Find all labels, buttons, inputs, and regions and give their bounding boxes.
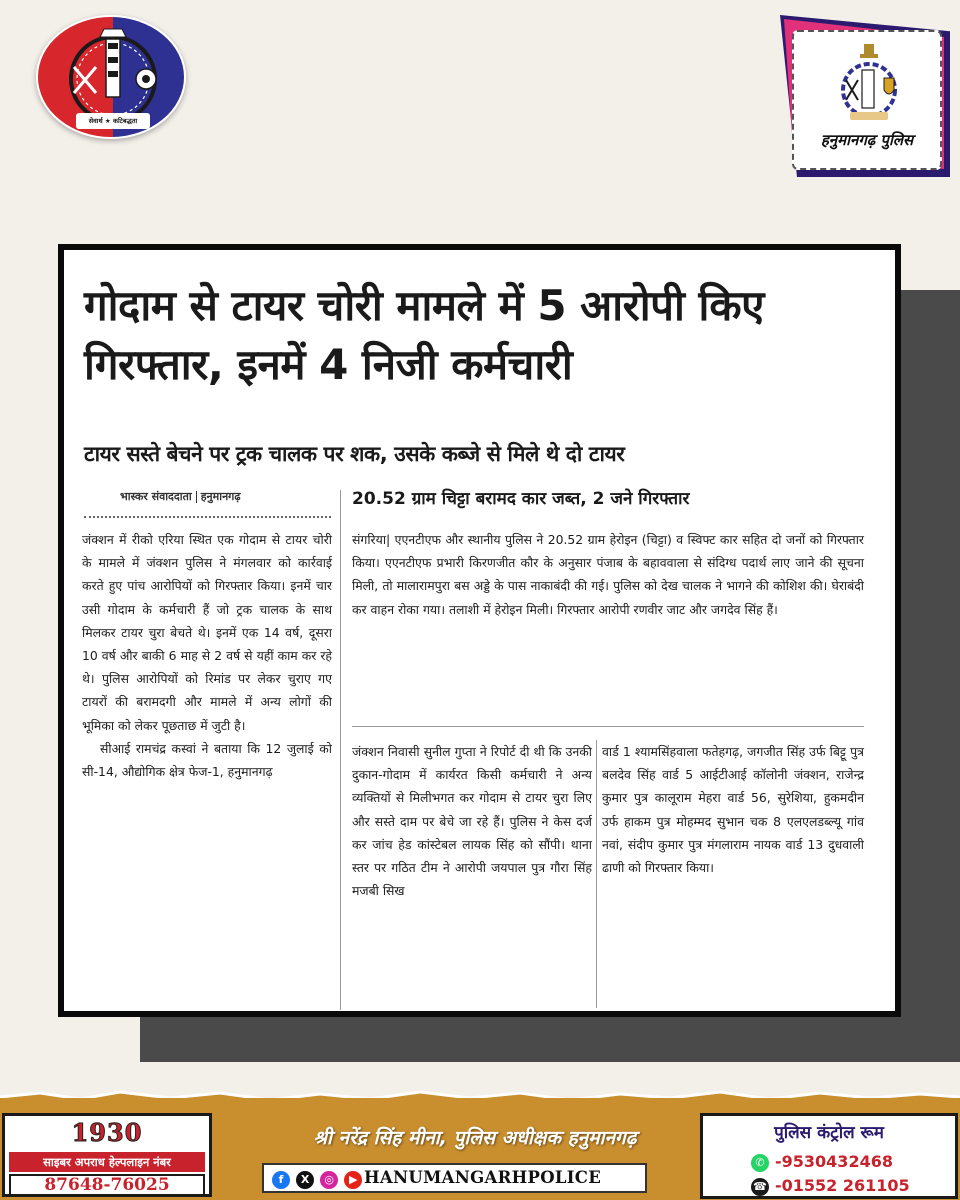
byline-source: भास्कर संवाददाता — [120, 490, 192, 503]
telephone-icon: ☎ — [751, 1178, 769, 1196]
newspaper-clipping — [58, 244, 901, 1017]
rajasthan-police-logo — [36, 15, 186, 139]
control-room-title: पुलिस कंट्रोल रूम — [774, 1123, 884, 1143]
column-divider — [340, 490, 341, 1010]
article-paragraph: जंक्शन में रीको एरिया स्थित एक गोदाम से टायर चोरी के मामले में जंक्शन पुलिस ने मंगलवार को कार्रवाई करते हुए पांच आरोपियों को गिरफ्तार किया। इनमें चार उसी गोदाम के कर्मचारी हैं जो ट्रक चालक के साथ मिलकर टायर चुरा बेचते थे। इनमें एक 14 वर्ष, दूसरा 10 वर्ष और बाकी 6 माह से 2 वर्ष से यहीं काम कर रहे थे। पुलिस आरोपियों को रिमांड पर लेकर चुराए गए टायरों की बरामदगी और मामले में अन्य लोगों की भूमिका को लेकर पूछताछ में जुटी है। — [82, 532, 332, 733]
superintendent-name: श्री नरेंद्र सिंह मीना, पुलिस अधीक्षक हनुमानगढ़ — [313, 1127, 637, 1149]
section-divider — [352, 726, 864, 727]
helpline-number: 1930 — [71, 1118, 143, 1147]
column-divider — [596, 740, 597, 1008]
logo-card — [792, 30, 942, 170]
article-headline: गोदाम से टायर चोरी मामले में 5 आरोपी किए गिरफ्तार, इनमें 4 निजी कर्मचारी — [84, 281, 764, 389]
logo-title: हनुमानगढ़ पुलिस — [820, 131, 914, 149]
social-icons — [272, 1169, 363, 1189]
side-story-text: संगरिया| एएनटीएफ और स्थानीय पुलिस ने 20.52 ग्राम हेरोइन (चिट्टा) व स्विफ्ट कार सहित दो जनों को गिरफ्तार किया। एएनटीएफ प्रभारी किरणजीत कौर के अनुसार पंजाब के बहाववाला से संदिग्ध पदार्थ लाए जाने की सूचना मिली, तो मालारामपुरा बस अड्डे के पास नाकाबंदी की गई। पुलिस को देख चालक ने भागने की कोशिश की। घेराबंदी कर वाहन रोका गया। तलाशी में हेरोइन मिली। गिरफ्तार आरोपी रणवीर जाट और जगदेव सिंह हैं। — [352, 532, 864, 617]
article-paragraph: वार्ड 1 श्यामसिंहवाला फतेहगढ़, जगजीत सिंह उर्फ बिट्टू पुत्र बलदेव सिंह वार्ड 5 आईटीआई कॉलोनी जंक्शन, राजेन्द्र कुमार पुत्र कालूराम मेहरा वार्ड 56, सुरेशिया, हुकमदीन उर्फ हाकम पुत्र मोहम्मद सुभान चक 8 एलएलडब्ल्यू गांव नवां, संदीप कुमार पुत्र मंगलाराम नायक वार्ड 13 दुधवाली ढाणी को गिरफ्तार किया। — [602, 744, 864, 876]
helpline-phone[interactable]: 87648-76025 — [9, 1174, 205, 1196]
side-story-headline: 20.52 ग्राम चिट्टा बरामद कार जब्त, 2 जने गिरफ्तार — [352, 489, 690, 509]
logo-motto: सेवार्थ ★ कटिबद्धता — [88, 117, 138, 125]
control-landline-number[interactable]: -01552 261105 — [775, 1176, 910, 1195]
article-paragraph: जंक्शन निवासी सुनील गुप्ता ने रिपोर्ट दी थी कि उनकी दुकान-गोदाम में कार्यरत किसी कर्मचारी ने अन्य व्यक्तियों से मिलीभगत कर गोदाम से टायर चुरा लिए और सस्ते दाम पर बेचे जा रहे हैं। पुलिस ने केस दर्ज कर जांच हेड कांस्टेबल लायक सिंह को सौंपी। थाना स्तर पर गठित टीम ने आरोपी जयपाल पुत्र गौरा सिंह मजबी सिख — [352, 744, 592, 899]
helpline-label: साइबर अपराध हेल्पलाइन नंबर — [9, 1152, 205, 1172]
social-handle[interactable]: HANUMANGARHPOLICE — [364, 1168, 602, 1187]
cyber-helpline-box — [2, 1113, 212, 1197]
instagram-icon[interactable]: ◎ — [320, 1171, 338, 1189]
byline — [120, 489, 241, 504]
article-column-right — [602, 740, 864, 879]
hanumangarh-police-logo — [780, 15, 950, 177]
byline-divider — [84, 516, 331, 518]
control-room-box — [700, 1113, 958, 1199]
youtube-icon[interactable]: ▶ — [344, 1171, 362, 1189]
article-column-left — [82, 528, 332, 783]
control-mobile-number[interactable]: -9530432468 — [775, 1152, 893, 1171]
whatsapp-icon: ✆ — [751, 1154, 769, 1172]
article-column-middle — [352, 740, 592, 902]
article-paragraph: सीआई रामचंद्र कस्वां ने बताया कि 12 जुलाई को सी-14, औद्योगिक क्षेत्र फेज-1, हनुमानगढ़ — [82, 740, 332, 780]
x-icon[interactable]: X — [296, 1171, 314, 1189]
side-story-body — [352, 528, 864, 621]
social-media-bar[interactable] — [262, 1163, 647, 1193]
byline-place: हनुमानगढ़ — [200, 490, 241, 503]
police-emblem-icon — [794, 40, 944, 140]
article-subhead: टायर सस्ते बेचने पर ट्रक चालक पर शक, उसके कब्जे से मिले थे दो टायर — [84, 442, 625, 466]
facebook-icon[interactable]: f — [272, 1171, 290, 1189]
control-mobile-line[interactable] — [751, 1152, 893, 1172]
control-landline-line[interactable] — [751, 1176, 910, 1196]
